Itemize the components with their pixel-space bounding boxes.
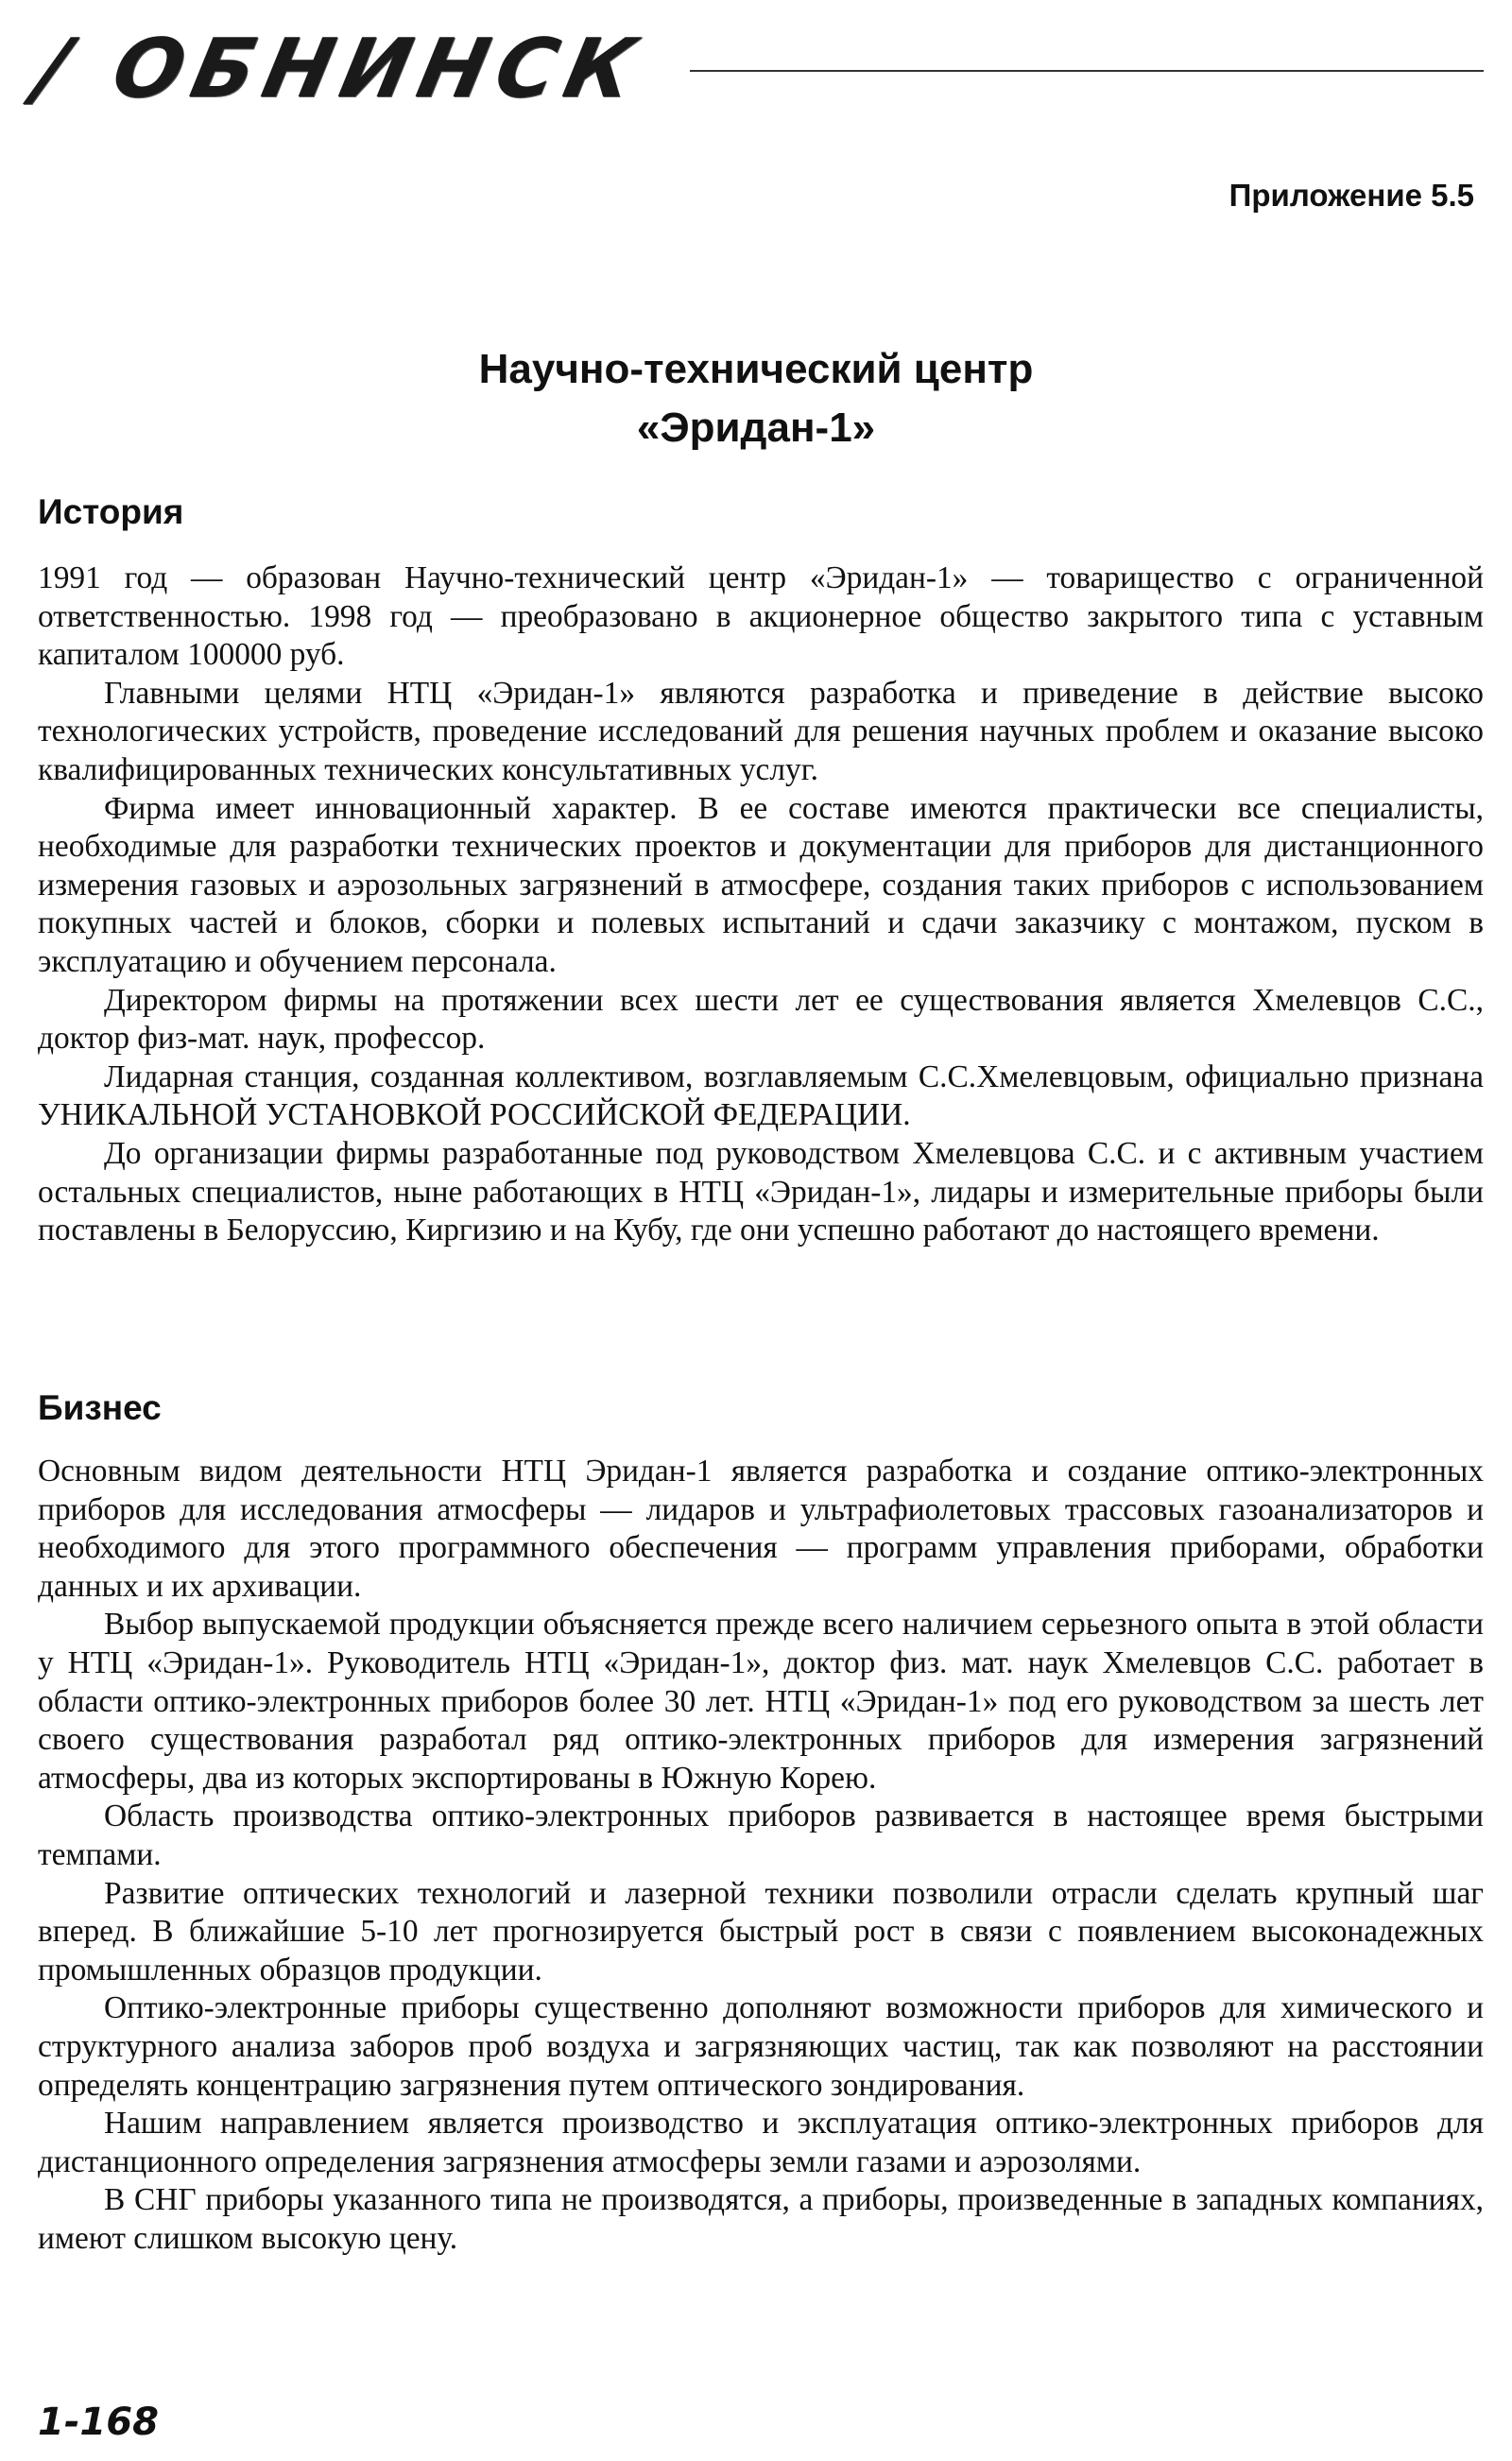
business-paragraph: Основным видом деятельности НТЦ Эридан-1 является разработка и создание оптико-электронных приборов для исследования атмосферы — лидаров и ультрафиолетовых трассовых газоанализаторов и необходимого для этого программного обеспечения — программ управления приборами, обработки данных и их архивации.: [38, 1454, 1484, 1604]
business-paragraph: Развитие оптических технологий и лазерной техники позволили отрасли сделать крупный шаг вперед. В ближайшие 5-10 лет прогнозируется быстрый рост в связи с появлением высоконадежных промышленных образцов продукции.: [38, 1875, 1484, 1988]
history-paragraph: Лидарная станция, созданная коллективом, возглавляемым С.С.Хмелевцовым, официально признана УНИКАЛЬНОЙ УСТАНОВКОЙ РОССИЙСКОЙ ФЕДЕРАЦИИ.: [38, 1058, 1484, 1133]
history-paragraph: Директором фирмы на протяжении всех шести лет ее существования является Хмелевцов С.С., доктор физ-мат. наук, профессор.: [38, 982, 1484, 1057]
header-rule: [690, 70, 1484, 72]
business-heading: Бизнес: [38, 1388, 162, 1427]
business-paragraph: В СНГ приборы указанного типа не производятся, а приборы, произведенные в западных компаниях, имеют слишком высокую цену.: [38, 2182, 1484, 2256]
title-line-2: «Эридан-1»: [636, 404, 876, 451]
page-number: 1-168: [38, 2401, 159, 2444]
business-section: [38, 1453, 1484, 2258]
history-paragraph: Главными целями НТЦ «Эридан-1» являются разработка и приведение в действие высоко технологических устройств, проведение исследований для решения научных проблем и оказание высоко квалифицированных технических консультативных услуг.: [38, 675, 1484, 787]
business-paragraph: Нашим направлением является производство и эксплуатация оптико-электронных приборов для дистанционного определения загрязнения атмосферы земли газами и аэрозолями.: [38, 2106, 1484, 2179]
appendix-label: Приложение 5.5: [1228, 178, 1474, 213]
history-paragraph: До организации фирмы разработанные под руководством Хмелевцова С.С. и с активным участием остальных специалистов, ныне работающих в НТЦ «Эридан-1», лидары и измерительные приборы были поставлены в Белоруссию, Киргизию и на Кубу, где они успешно работают до настоящего времени.: [38, 1135, 1484, 1248]
obninsk-logo: / ОБНИНСК: [27, 22, 652, 116]
history-paragraph: Фирма имеет инновационный характер. В ее составе имеются практически все специалисты, необходимые для разработки технических проектов и документации для приборов для дистанционного измерения газовых и аэрозольных загрязнений в атмосфере, создания таких приборов с использованием покупных частей и блоков, сборки и полевых испытаний и сдачи заказчику с монтажом, пуском в эксплуатацию и обучением персонала.: [38, 790, 1484, 979]
history-heading: История: [38, 492, 184, 531]
history-paragraph: 1991 год — образован Научно-технический центр «Эридан-1» — товарищество с ограниченной ответственностью. 1998 год — преобразовано в акционерное общество закрытого типа с уставным капиталом 100000 руб.: [38, 560, 1484, 673]
business-paragraph: Выбор выпускаемой продукции объясняется прежде всего наличием серьезного опыта в этой области у НТЦ «Эридан-1». Руководитель НТЦ «Эридан-1», доктор физ. мат. наук Хмелевцов С.С. работает в области оптико-электронных приборов более 30 лет. НТЦ «Эридан-1» под его руководством за шесть лет своего существования разработал ряд оптико-электронных приборов для измерения загрязнений атмосферы, два из которых экспортированы в Южную Корею.: [38, 1607, 1484, 1796]
document-title: [0, 340, 1512, 457]
page-header: [27, 22, 1484, 116]
title-line-1: Научно-технический центр: [478, 346, 1034, 392]
history-section: [38, 559, 1484, 1250]
business-paragraph: Область производства оптико-электронных приборов развивается в настоящее время быстрыми темпами.: [38, 1798, 1484, 1872]
business-paragraph: Оптико-электронные приборы существенно дополняют возможности приборов для химического и структурного анализа заборов проб воздуха и загрязняющих частиц, так как позволяют на расстоянии определять концентрацию загрязнения путем оптического зондирования.: [38, 1990, 1484, 2103]
